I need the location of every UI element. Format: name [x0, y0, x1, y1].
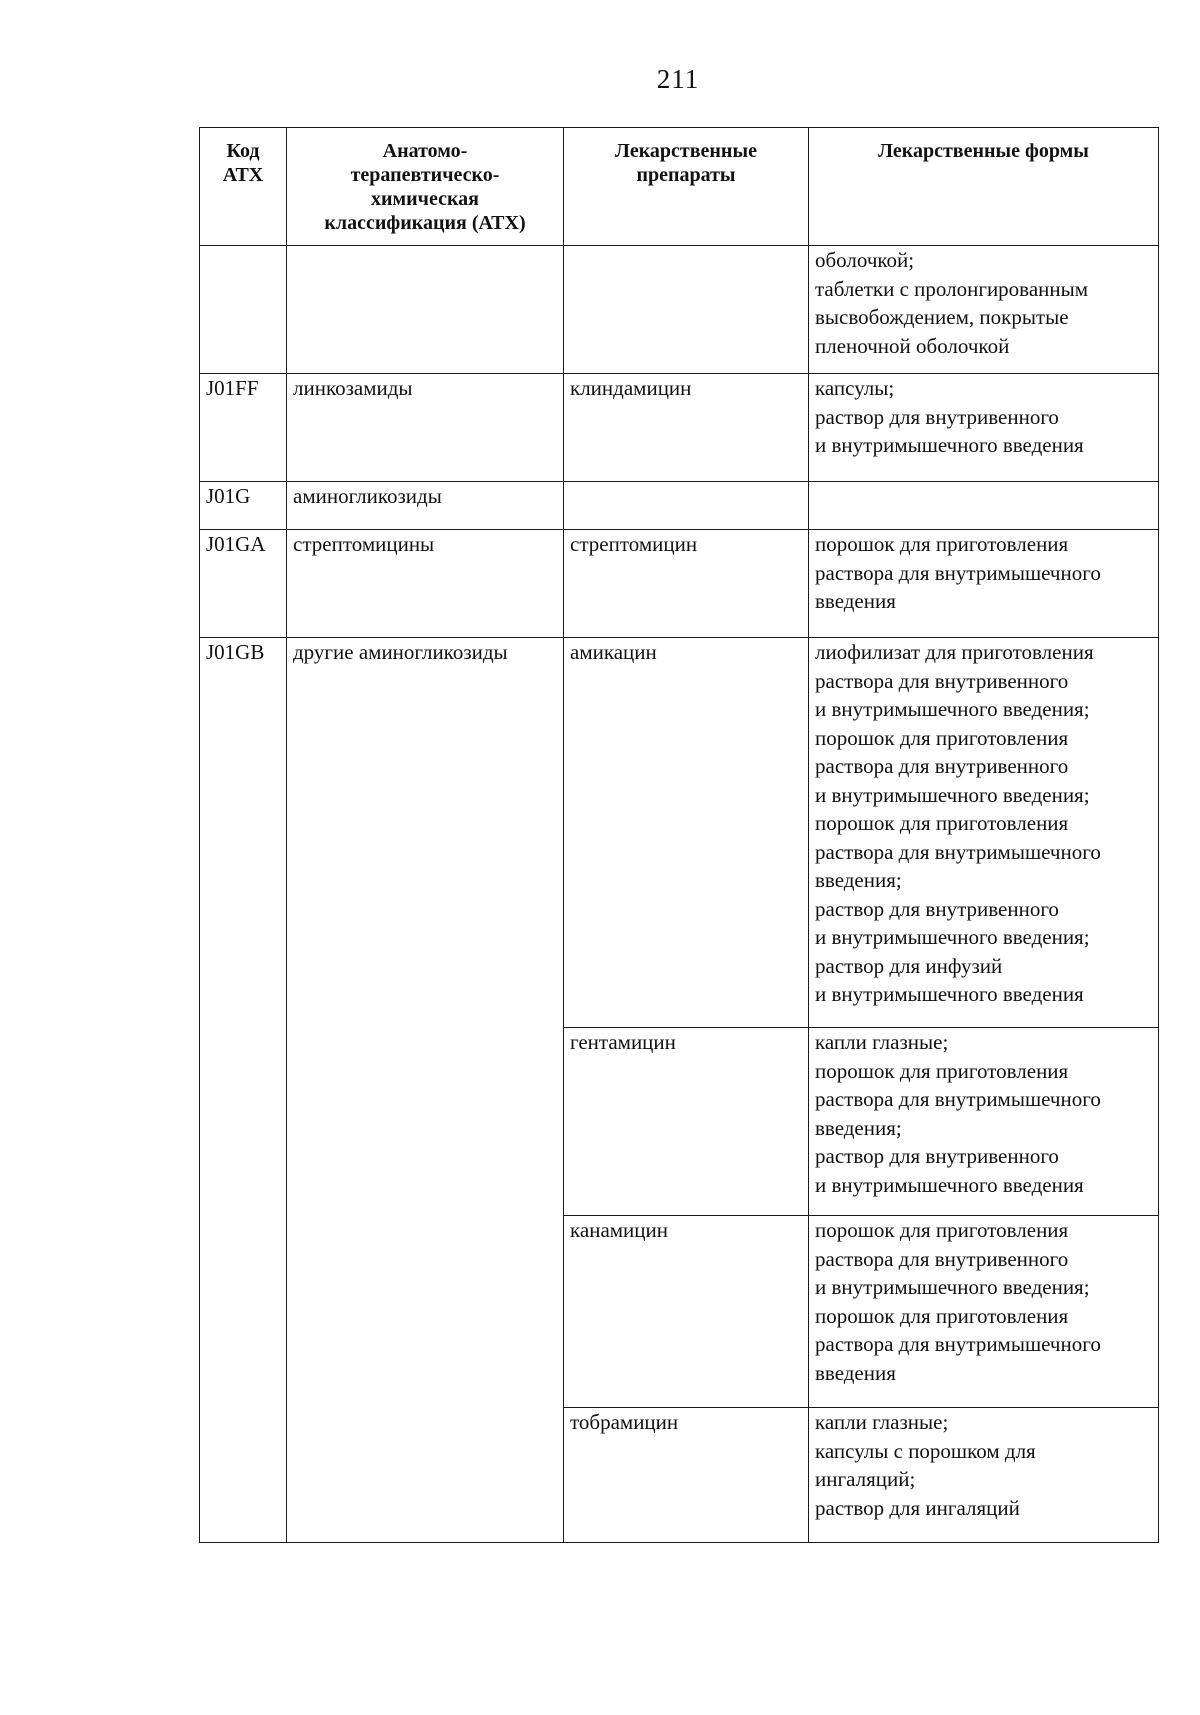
- code-cell: J01GB: [200, 638, 287, 1543]
- atx-drug-table: [199, 127, 1159, 1543]
- drug-cell: [564, 482, 809, 530]
- forms-cell: капсулы; раствор для внутривенного и внутримышечного введения: [809, 374, 1159, 482]
- forms-cell: капли глазные; капсулы с порошком для ингаляций; раствор для ингаляций: [809, 1408, 1159, 1543]
- code-cell: J01G: [200, 482, 287, 530]
- forms-cell: порошок для приготовления раствора для внутримышечного введения: [809, 530, 1159, 638]
- table-row: [200, 638, 1159, 1028]
- drug-cell: [564, 246, 809, 374]
- forms-cell: [809, 482, 1159, 530]
- header-code: Код АТХ: [200, 128, 287, 246]
- table-row: [200, 482, 1159, 530]
- classification-cell: стрептомицины: [287, 530, 564, 638]
- code-cell: J01GA: [200, 530, 287, 638]
- classification-cell: [287, 246, 564, 374]
- table-row: [200, 530, 1159, 638]
- classification-cell: другие аминогликозиды: [287, 638, 564, 1543]
- page-number: 211: [656, 64, 700, 94]
- forms-cell: лиофилизат для приготовления раствора для внутривенного и внутримышечного введения; порошок для приготовления раствора для внутривенного и внутримышечного введения; порошок для приготовления раствора для внутримышечного введения; раствор для внутривенного и внутримышечного введения; раствор для инфузий и внутримышечного введения: [809, 638, 1159, 1028]
- table-row: [200, 246, 1159, 374]
- table-row: [200, 374, 1159, 482]
- drug-cell: канамицин: [564, 1216, 809, 1408]
- drug-cell: амикацин: [564, 638, 809, 1028]
- code-cell: J01FF: [200, 374, 287, 482]
- drug-cell: гентамицин: [564, 1028, 809, 1216]
- classification-cell: аминогликозиды: [287, 482, 564, 530]
- code-cell: [200, 246, 287, 374]
- header-forms: Лекарственные формы: [809, 128, 1159, 246]
- header-drugs: Лекарственные препараты: [564, 128, 809, 246]
- forms-cell: порошок для приготовления раствора для внутривенного и внутримышечного введения; порошок для приготовления раствора для внутримышечного введения: [809, 1216, 1159, 1408]
- classification-cell: линкозамиды: [287, 374, 564, 482]
- header-classification: Анатомо- терапевтическо- химическая классификация (АТХ): [287, 128, 564, 246]
- forms-cell: капли глазные; порошок для приготовления раствора для внутримышечного введения; раствор для внутривенного и внутримышечного введения: [809, 1028, 1159, 1216]
- forms-cell: оболочкой; таблетки с пролонгированным высвобождением, покрытые пленочной оболочкой: [809, 246, 1159, 374]
- drug-cell: тобрамицин: [564, 1408, 809, 1543]
- table-header-row: [200, 128, 1159, 246]
- drug-cell: стрептомицин: [564, 530, 809, 638]
- drug-cell: клиндамицин: [564, 374, 809, 482]
